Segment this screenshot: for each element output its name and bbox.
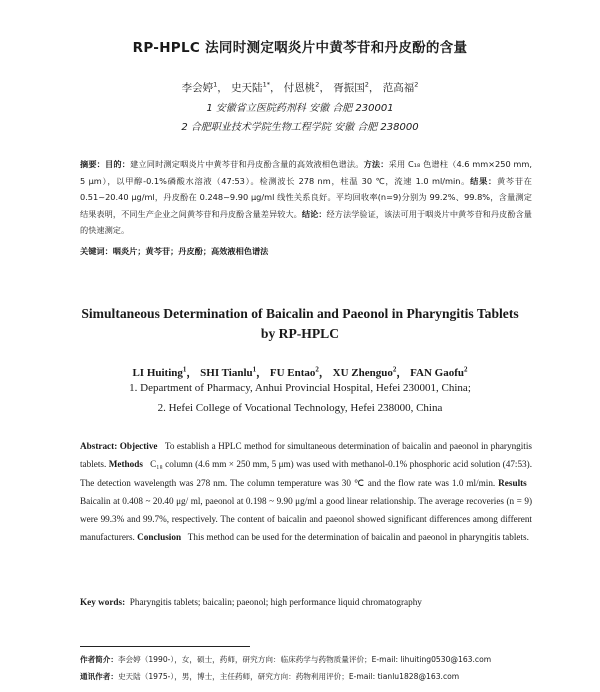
method-text: C₁₈ column (4.6 mm × 250 mm, 5 μm) was used with methanol-0.1% phosphoric acid solution (47:53). The detection wavelength was 278 nm. The column temperature was 30 ℃ and the flow rate was 1.0 ml/min. (80, 459, 533, 488)
result-text: 黄芩苷在 0.51~20.40 μg/ml，丹皮酚在 0.248~9.90 μg/ml 线性关系良好。平均回收率(n=9)分别为 99.2%、99.8%，含量测定结果表明，不同生产企业之间黄芩苷和丹皮酚含量差异较大。 (80, 175, 532, 219)
footnote-label: 作者简介： (80, 655, 118, 664)
english-affiliation: 2. Hefei College of Vocational Technology, Hefei 238000, China (157, 402, 443, 414)
keywords-label: Key words: (80, 597, 126, 607)
footnote-text: 李会婷（1990-），女，硕士，药师，研究方向：临床药学与药物质量评价；E-mail: lihuiting0530@163.com (117, 655, 492, 664)
keywords-text: Pharyngitis tablets; baicalin; paeonol; high performance liquid chromatography (129, 597, 422, 607)
chinese-affiliation: 1 安徽省立医院药剂科 安徽 合肥 230001 (206, 103, 394, 114)
author-affiliation-mark: 2 (315, 365, 319, 374)
author-name: LI Huiting (132, 367, 183, 379)
footnote-text: 史天陆（1975-），男，博士，主任药师，研究方向：药物利用评价；E-mail: tianlu1828@163.com (117, 672, 460, 681)
author-name: XU Zhenguo (332, 367, 393, 379)
method-text: 采用 C₁₈ 色谱柱（4.6 mm×250 mm, 5 μm），以甲醇-0.1%磷酸水溶液（47:53）。检测波长 278 nm，柱温 30 ℃，流速 1.0 ml/min。 (80, 159, 532, 186)
chinese-author-list: 李会婷$^1$， 史天陆$^{1*}$， 付恩桃$^2$， 胥振国$^2$， 范高福$^2$ (181, 80, 419, 94)
chinese-abstract (80, 156, 532, 239)
author-affiliation-mark: 1* (262, 80, 270, 89)
english-author-list: LI Huiting$^1$， SHI Tianlu$^1$， FU Entao$^2$， XU Zhenguo$^2$， FAN Gaofu$^2$ (132, 365, 468, 379)
english-keywords (80, 597, 532, 607)
chinese-keywords (80, 246, 532, 257)
author-affiliation-mark: 1 (182, 365, 187, 374)
conclusion-label: 结论： (301, 208, 327, 219)
conclusion-text: This method can be used for the determination of baicalin and paeonol in pharyngitis tablets. (187, 532, 529, 543)
result-text: Baicalin at 0.408 ~ 20.40 μg/ ml, paeonol at 0.198 ~ 9.90 μg/ml a good linear relationship. The average recoveries (n = 9) were 99.3% and 99.7%, respectively. The content of baicalin and paeonol showed significant differences among different manufacturers. (80, 495, 532, 543)
author-name: 李会婷 (181, 82, 214, 94)
author-name: 史天陆 (231, 82, 263, 94)
author-affiliation-mark: 2 (392, 365, 397, 374)
keywords-label: 关键词： (80, 246, 113, 256)
author-affiliation-mark: 2 (464, 365, 468, 374)
footnote-divider (80, 646, 250, 647)
objective-label: 目的： (105, 159, 131, 169)
english-abstract (80, 437, 532, 547)
footnote-label: 通讯作者： (80, 672, 118, 681)
author-affiliation-mark: 2 (414, 80, 419, 89)
author-name: 付恩桃 (283, 82, 316, 94)
author-affiliation-mark: 1 (213, 80, 218, 89)
chinese-affiliation: 2 合肥职业技术学院生物工程学院 安徽 合肥 238000 (181, 122, 419, 133)
author-affiliation-mark: 1 (252, 365, 257, 374)
english-title (0, 304, 600, 344)
author-name: FAN Gaofu (410, 367, 465, 379)
conclusion-text: 经方法学验证，该法可用于咽炎片中黄芩苷和丹皮酚含量的快速测定。 (80, 208, 532, 236)
method-label: Methods (108, 459, 143, 470)
english-affiliation: 1. Department of Pharmacy, Anhui Provincial Hospital, Hefei 230001, China; (129, 382, 471, 394)
author-affiliation-mark: 2 (315, 80, 320, 89)
author-affiliation-mark: 2 (364, 80, 369, 89)
author-name: SHI Tianlu (200, 367, 253, 379)
abstract-label: 摘要： (80, 159, 106, 169)
chinese-title: RP-HPLC 法同时测定咽炎片中黄芩苷和丹皮酚的含量 (132, 40, 468, 56)
objective-text: 建立同时测定咽炎片中黄芩苷和丹皮酚含量的高效液相色谱法。 (130, 159, 364, 169)
english-title-line: Simultaneous Determination of Baicalin and Paeonol in Pharyngitis Tablets (81, 306, 519, 321)
author-name: 胥振国 (333, 82, 365, 94)
method-label: 方法： (363, 159, 389, 169)
author-name: 范高福 (382, 82, 415, 94)
objective-text: To establish a HPLC method for simultaneous determination of baicalin and paeonol in pharyngitis tablets. (80, 441, 532, 470)
result-label: 结果： (470, 175, 497, 186)
corresponding-author-footnote (80, 671, 540, 682)
keywords-text: 咽炎片；黄芩苷；丹皮酚；高效液相色谱法 (112, 246, 269, 256)
author-name: FU Entao (269, 367, 316, 379)
abstract-label: Abstract: (80, 441, 118, 451)
result-label: Results (498, 477, 527, 488)
objective-label: Objective (119, 441, 158, 451)
english-title-line: by RP-HPLC (260, 326, 340, 341)
conclusion-label: Conclusion (137, 532, 182, 543)
author-bio-footnote (80, 654, 540, 665)
